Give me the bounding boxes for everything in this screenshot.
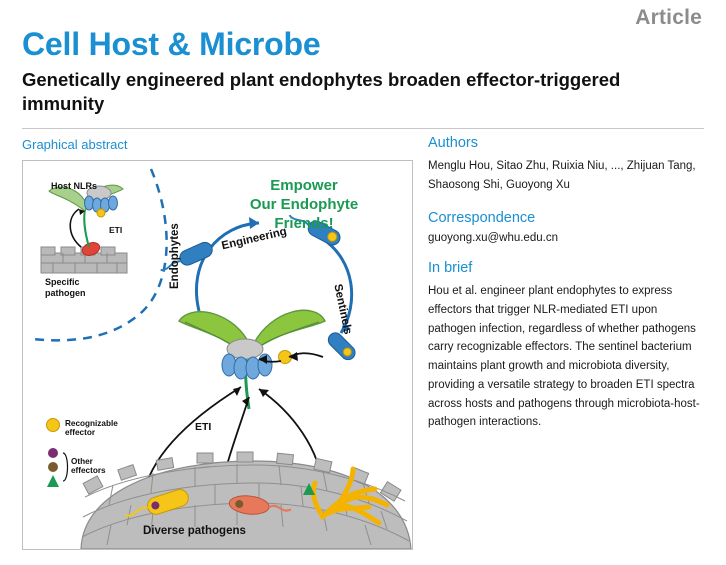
authors-heading: Authors: [428, 135, 478, 151]
figure-legend-other-effectors: Other effectors: [71, 457, 106, 476]
figure-specific-pathogen-label: Specific pathogen: [45, 277, 86, 298]
empower-line-2: Our Endophyte Friends!: [249, 195, 359, 232]
in-brief-text: Hou et al. engineer plant endophytes to express effectors that trigger NLR-mediated ETI upon pathogen infection, regardless of whether pathogens carry recognizable effectors. The sentinel bacterium maintains plant growth and microbiota diversity, providing a versatile strategy to broaden ETI spectra across hosts and pathogens through microbiota-host-pathogen interactions.: [428, 285, 700, 429]
in-brief-section: [428, 260, 704, 432]
figure-diverse-pathogens-label: Diverse pathogens: [143, 525, 246, 537]
correspondence-section: [428, 210, 704, 244]
correspondence-email[interactable]: guoyong.xu@whu.edu.cn: [428, 232, 558, 245]
figure-eti-label: ETI: [195, 421, 212, 433]
authors-section: [428, 135, 704, 194]
authors-list: Menglu Hou, Sitao Zhu, Ruixia Niu, ..., Zhijuan Tang, Shaosong Shi, Guoyong Xu: [428, 160, 696, 191]
article-type-label: Article: [635, 6, 702, 29]
figure-host-nlrs-label: Host NLRs: [51, 181, 98, 191]
figure-empower-text: [219, 177, 389, 233]
in-brief-heading: In brief: [428, 260, 473, 277]
article-sidebar: [428, 135, 704, 434]
figure-legend-recognizable-effector: Recognizable effector: [65, 419, 118, 438]
figure-canvas: [23, 161, 412, 549]
figure-endophytes-label: Endophytes: [169, 223, 181, 289]
figure-sentinels-label: Sentinels: [331, 283, 354, 336]
journal-title: Cell Host & Microbe: [22, 26, 321, 62]
graphical-abstract-label: Graphical abstract: [22, 137, 128, 152]
figure-engineering-label: Engineering: [220, 225, 288, 253]
empower-line-1: Empower: [270, 177, 338, 194]
page-title: Genetically engineered plant endophytes broaden effector-triggered immunity: [22, 69, 621, 114]
header-divider: [22, 128, 704, 129]
correspondence-heading: Correspondence: [428, 210, 536, 227]
graphical-abstract-figure: [22, 160, 413, 550]
figure-eti-inset-label: ETI: [109, 225, 123, 235]
